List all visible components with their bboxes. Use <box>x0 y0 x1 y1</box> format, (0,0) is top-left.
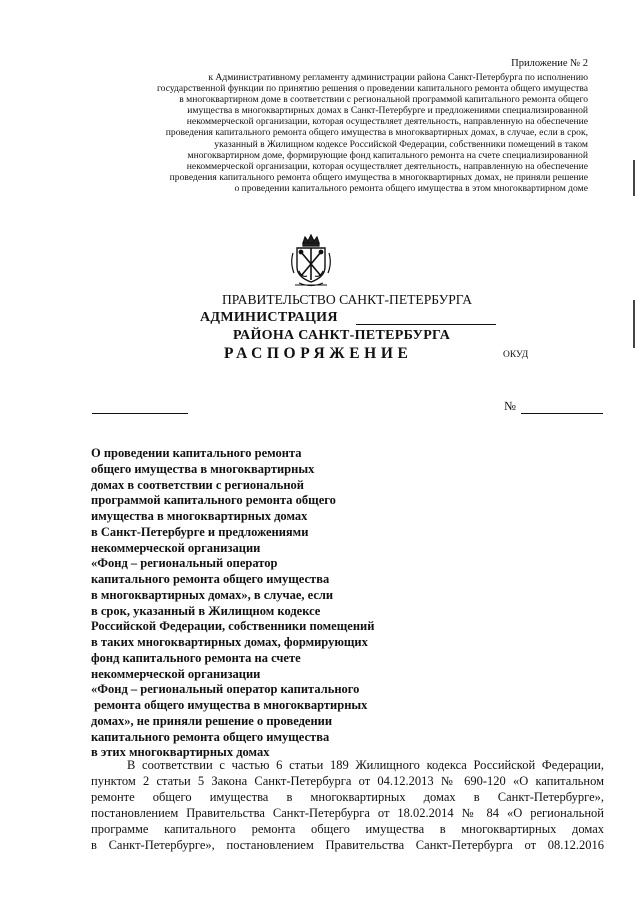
body-line: пунктом 2 статьи 5 Закона Санкт-Петербурга от 04.12.2013 № 690-120 «О капитальном <box>91 774 604 789</box>
body-line: ремонте общего имущества в многоквартирных домах в Санкт-Петербурге», <box>91 790 604 805</box>
subject-line: в срок, указанный в Жилищном кодексе <box>91 603 321 618</box>
administration-blank-line <box>356 324 496 325</box>
subject-line: О проведении капитального ремонта <box>91 446 302 460</box>
appendix-line: о проведении капитального ремонта общего имущества в этом многоквартирном доме <box>234 182 588 194</box>
appendix-line: проведения капитального ремонта общего имущества в многоквартирных домах, не приняли решение <box>169 171 588 183</box>
appendix-line: имущества в многоквартирных домах в Санкт-Петербурге и предложениями специализированной <box>187 105 588 117</box>
okud-label: ОКУД <box>503 350 529 360</box>
subject-line: домах в соответствии с региональной <box>91 477 304 492</box>
appendix-line: некоммерческой организации, которая осуществляет деятельность, направленную на обеспечение <box>186 116 588 128</box>
appendix-line: многоквартирном доме, формирующие фонд капитального ремонта на счете специализированной <box>187 149 588 161</box>
subject-line: некоммерческой организации <box>91 540 261 555</box>
body-line: программе капитального ремонта общего имущества в многоквартирных домах <box>91 822 604 837</box>
subject-line: в многоквартирных домах», в случае, если <box>91 587 334 602</box>
body-line: В соответствии с частью 6 статьи 189 Жилищного кодекса Российской Федерации, <box>127 758 604 772</box>
subject-line: домах», не приняли решение о проведении <box>91 713 333 728</box>
appendix-line: указанный в Жилищном кодексе Российской Федерации, собственники помещений в таком <box>214 138 588 150</box>
subject-line: общего имущества в многоквартирных <box>91 461 315 476</box>
body-line: в Санкт-Петербурге», постановлением Правительства Санкт-Петербурга от 08.12.2016 <box>91 838 604 853</box>
subject-line: Российской Федерации, собственники помещений <box>91 619 375 634</box>
subject-line: ремонта общего имущества в многоквартирных <box>91 698 368 712</box>
subject-line: «Фонд – региональный оператор <box>91 556 278 571</box>
appendix-line: государственной функции по принятию решения о проведении капитального ремонта общего имущества <box>156 83 588 95</box>
government-title: ПРАВИТЕЛЬСТВО САНКТ-ПЕТЕРБУРГА <box>221 292 473 307</box>
subject-line: «Фонд – региональный оператор капитального <box>91 682 360 697</box>
date-blank-line <box>92 413 188 414</box>
subject-line: некоммерческой организации <box>91 666 261 681</box>
appendix-line: проведения капитального ремонта общего имущества в многоквартирных домах, в случае, если в срок, <box>165 127 588 139</box>
scan-edge-mark <box>633 300 635 348</box>
appendix-line: некоммерческой организации, которая осуществляет деятельность, направленную на обеспечение <box>186 160 588 172</box>
subject-line: программой капитального ремонта общего <box>91 493 336 508</box>
number-blank-line <box>521 413 603 414</box>
subject-line: в Санкт-Петербурге и предложениями <box>91 524 309 539</box>
appendix-title: Приложение № 2 <box>511 58 588 69</box>
order-body <box>91 757 604 854</box>
number-sign: № <box>504 399 516 413</box>
st-petersburg-coat-of-arms-icon <box>289 233 333 288</box>
appendix-line: к Административному регламенту администрации района Санкт-Петербурга по исполнению <box>208 72 588 83</box>
subject-line: в этих многоквартирных домах <box>91 745 270 760</box>
subject-line: капитального ремонта общего имущества <box>91 572 330 586</box>
scan-edge-mark <box>633 160 635 196</box>
subject-line: фонд капитального ремонта на счете <box>91 650 301 665</box>
body-line: постановлением Правительства Санкт-Петербурга от 18.02.2014 № 84 «О региональной <box>91 806 604 821</box>
administration-title: АДМИНИСТРАЦИЯ <box>200 310 338 325</box>
subject-line: в таких многоквартирных домах, формирующих <box>91 635 368 649</box>
order-subject <box>91 446 391 761</box>
order-title: РАСПОРЯЖЕНИЕ <box>224 345 413 362</box>
appendix-line: в многоквартирном доме в соответствии с региональной программой капитального ремонта общего <box>179 94 588 106</box>
appendix-caption <box>68 72 588 194</box>
subject-line: имущества в многоквартирных домах <box>91 509 308 523</box>
subject-line: капитального ремонта общего имущества <box>91 729 330 744</box>
district-title: РАЙОНА САНКТ-ПЕТЕРБУРГА <box>233 328 451 343</box>
